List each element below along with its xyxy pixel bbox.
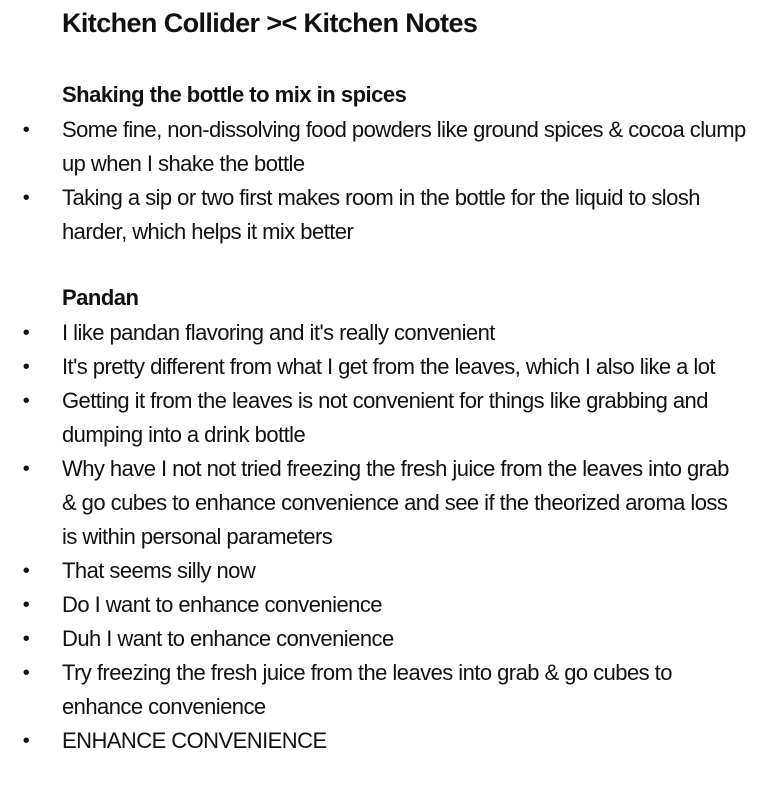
- bullet-icon: •: [22, 390, 30, 412]
- list-item-text: That seems silly now: [62, 558, 256, 583]
- bullet-icon: •: [22, 560, 30, 582]
- list-item-text: ENHANCE CONVENIENCE: [62, 728, 327, 753]
- bullet-icon: •: [22, 458, 30, 480]
- list-item-text: Why have I not not tried freezing the fresh juice from the leaves into grab & go cubes to enhance convenience and see if the theorized aroma loss is within personal parameters: [62, 456, 729, 549]
- list-item: [0, 181, 760, 249]
- list-item: [0, 622, 760, 656]
- list-item-text: Try freezing the fresh juice from the leaves into grab & go cubes to enhance convenience: [62, 660, 672, 719]
- bullet-icon: •: [22, 187, 30, 209]
- list-item: [0, 113, 760, 181]
- bullet-icon: •: [22, 628, 30, 650]
- list-item: [0, 350, 760, 384]
- list-item-text: It's pretty different from what I get from the leaves, which I also like a lot: [62, 354, 715, 379]
- list-item: [0, 452, 760, 554]
- list-item: [0, 316, 760, 350]
- document-title: Kitchen Collider >< Kitchen Notes: [62, 8, 478, 38]
- bullet-list-pandan: [0, 316, 760, 758]
- section-heading-shaking: Shaking the bottle to mix in spices: [62, 82, 407, 107]
- bullet-icon: •: [22, 356, 30, 378]
- list-item: [0, 724, 760, 758]
- section-heading-pandan: Pandan: [62, 285, 139, 310]
- bullet-icon: •: [22, 730, 30, 752]
- list-item: [0, 656, 760, 724]
- list-item: [0, 384, 760, 452]
- list-item: [0, 554, 760, 588]
- bullet-icon: •: [22, 594, 30, 616]
- list-item-text: Duh I want to enhance convenience: [62, 626, 394, 651]
- list-item-text: Do I want to enhance convenience: [62, 592, 382, 617]
- list-item-text: Taking a sip or two first makes room in the bottle for the liquid to slosh harder, which helps it mix better: [62, 185, 700, 244]
- list-item-text: I like pandan flavoring and it's really convenient: [62, 320, 495, 345]
- bullet-icon: •: [22, 662, 30, 684]
- list-item-text: Getting it from the leaves is not convenient for things like grabbing and dumping into a drink bottle: [62, 388, 708, 447]
- list-item: [0, 588, 760, 622]
- bullet-icon: •: [22, 119, 30, 141]
- bullet-icon: •: [22, 322, 30, 344]
- list-item-text: Some fine, non-dissolving food powders like ground spices & cocoa clump up when I shake the bottle: [62, 117, 746, 176]
- bullet-list-shaking: [0, 113, 760, 249]
